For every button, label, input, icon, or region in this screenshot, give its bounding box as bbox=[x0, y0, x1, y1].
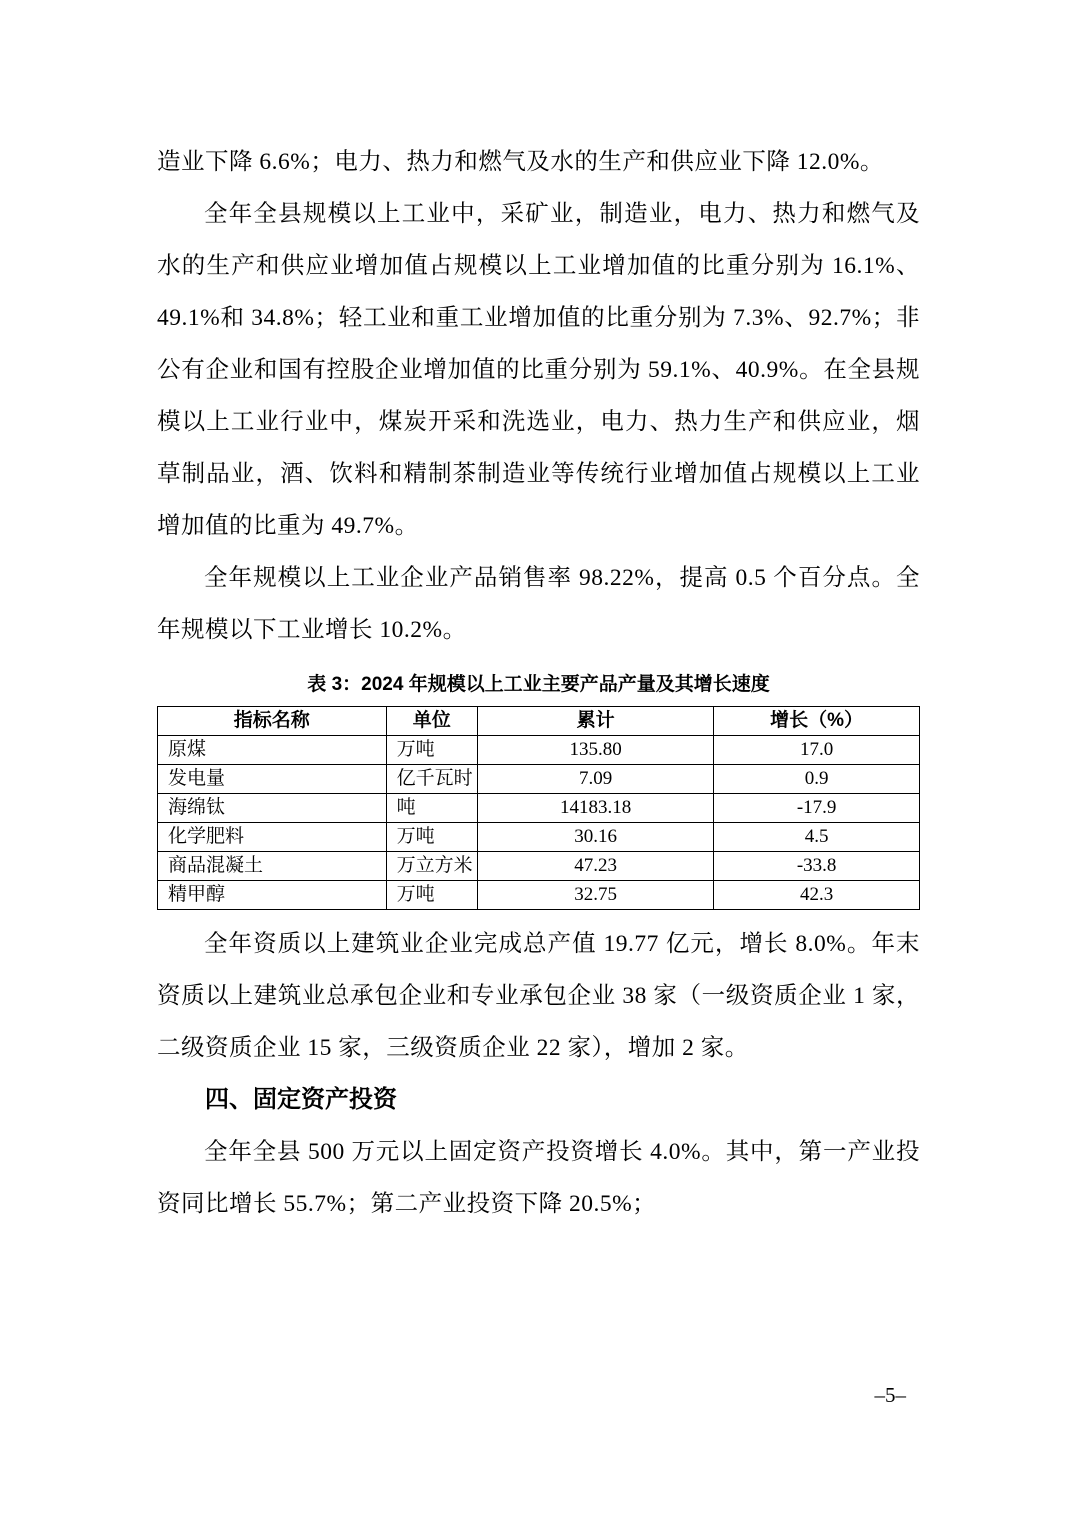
cell-growth: 17.0 bbox=[714, 736, 920, 765]
cell-indicator: 商品混凝土 bbox=[158, 852, 387, 881]
cell-indicator: 化学肥料 bbox=[158, 823, 387, 852]
cell-growth: -17.9 bbox=[714, 794, 920, 823]
header-cumulative: 累计 bbox=[478, 707, 714, 736]
header-unit: 单位 bbox=[386, 707, 477, 736]
cell-growth: 4.5 bbox=[714, 823, 920, 852]
page-number: –5– bbox=[874, 1383, 906, 1407]
table-row bbox=[158, 881, 920, 910]
cell-cumulative: 32.75 bbox=[478, 881, 714, 910]
cell-cumulative: 30.16 bbox=[478, 823, 714, 852]
table-header-row bbox=[158, 707, 920, 736]
section-heading-fixed-asset-investment: 四、固定资产投资 bbox=[205, 1086, 397, 1113]
table-row bbox=[158, 736, 920, 765]
table-row bbox=[158, 823, 920, 852]
paragraph-investment: 全年全县 500 万元以上固定资产投资增长 4.0%。其中，第一产业投资同比增长 55.7%；第二产业投资下降 20.5%； bbox=[157, 1139, 920, 1217]
table-row bbox=[158, 794, 920, 823]
cell-unit: 亿千瓦时 bbox=[386, 765, 477, 794]
cell-indicator: 发电量 bbox=[158, 765, 387, 794]
cell-unit: 万吨 bbox=[386, 823, 477, 852]
paragraph-continued: 造业下降 6.6%；电力、热力和燃气及水的生产和供应业下降 12.0%。 bbox=[157, 149, 884, 175]
cell-cumulative: 47.23 bbox=[478, 852, 714, 881]
page-content bbox=[157, 136, 920, 1230]
header-indicator-name: 指标名称 bbox=[158, 707, 387, 736]
cell-unit: 万立方米 bbox=[386, 852, 477, 881]
paragraph-construction: 全年资质以上建筑业企业完成总产值 19.77 亿元，增长 8.0%。年末资质以上建筑业总承包企业和专业承包企业 38 家（一级资质企业 1 家，二级资质企业 15 家，三级资质企业 22 家），增加 2 家。 bbox=[157, 931, 920, 1061]
table-row bbox=[158, 765, 920, 794]
cell-indicator: 精甲醇 bbox=[158, 881, 387, 910]
cell-indicator: 原煤 bbox=[158, 736, 387, 765]
cell-indicator: 海绵钛 bbox=[158, 794, 387, 823]
cell-growth: 42.3 bbox=[714, 881, 920, 910]
paragraph-industry-shares: 全年全县规模以上工业中，采矿业，制造业，电力、热力和燃气及水的生产和供应业增加值占规模以上工业增加值的比重分别为 16.1%、49.1%和 34.8%；轻工业和重工业增加值的比重分别为 7.3%、92.7%；非公有企业和国有控股企业增加值的比重分别为 59.1%、40.9%。在全县规模以上工业行业中，煤炭开采和洗选业，电力、热力生产和供应业，烟草制品业，酒、饮料和精制茶制造业等传统行业增加值占规模以上工业增加值的比重为 49.7%。 bbox=[157, 201, 920, 539]
header-growth: 增长（%） bbox=[714, 707, 920, 736]
products-table bbox=[157, 706, 920, 910]
cell-cumulative: 7.09 bbox=[478, 765, 714, 794]
table-caption: 表 3：2024 年规模以上工业主要产品产量及其增长速度 bbox=[307, 674, 770, 695]
cell-cumulative: 14183.18 bbox=[478, 794, 714, 823]
cell-growth: -33.8 bbox=[714, 852, 920, 881]
cell-unit: 万吨 bbox=[386, 736, 477, 765]
cell-unit: 吨 bbox=[386, 794, 477, 823]
cell-cumulative: 135.80 bbox=[478, 736, 714, 765]
cell-growth: 0.9 bbox=[714, 765, 920, 794]
table-row bbox=[158, 852, 920, 881]
paragraph-sales-rate: 全年规模以上工业企业产品销售率 98.22%，提高 0.5 个百分点。全年规模以下工业增长 10.2%。 bbox=[157, 565, 920, 643]
cell-unit: 万吨 bbox=[386, 881, 477, 910]
